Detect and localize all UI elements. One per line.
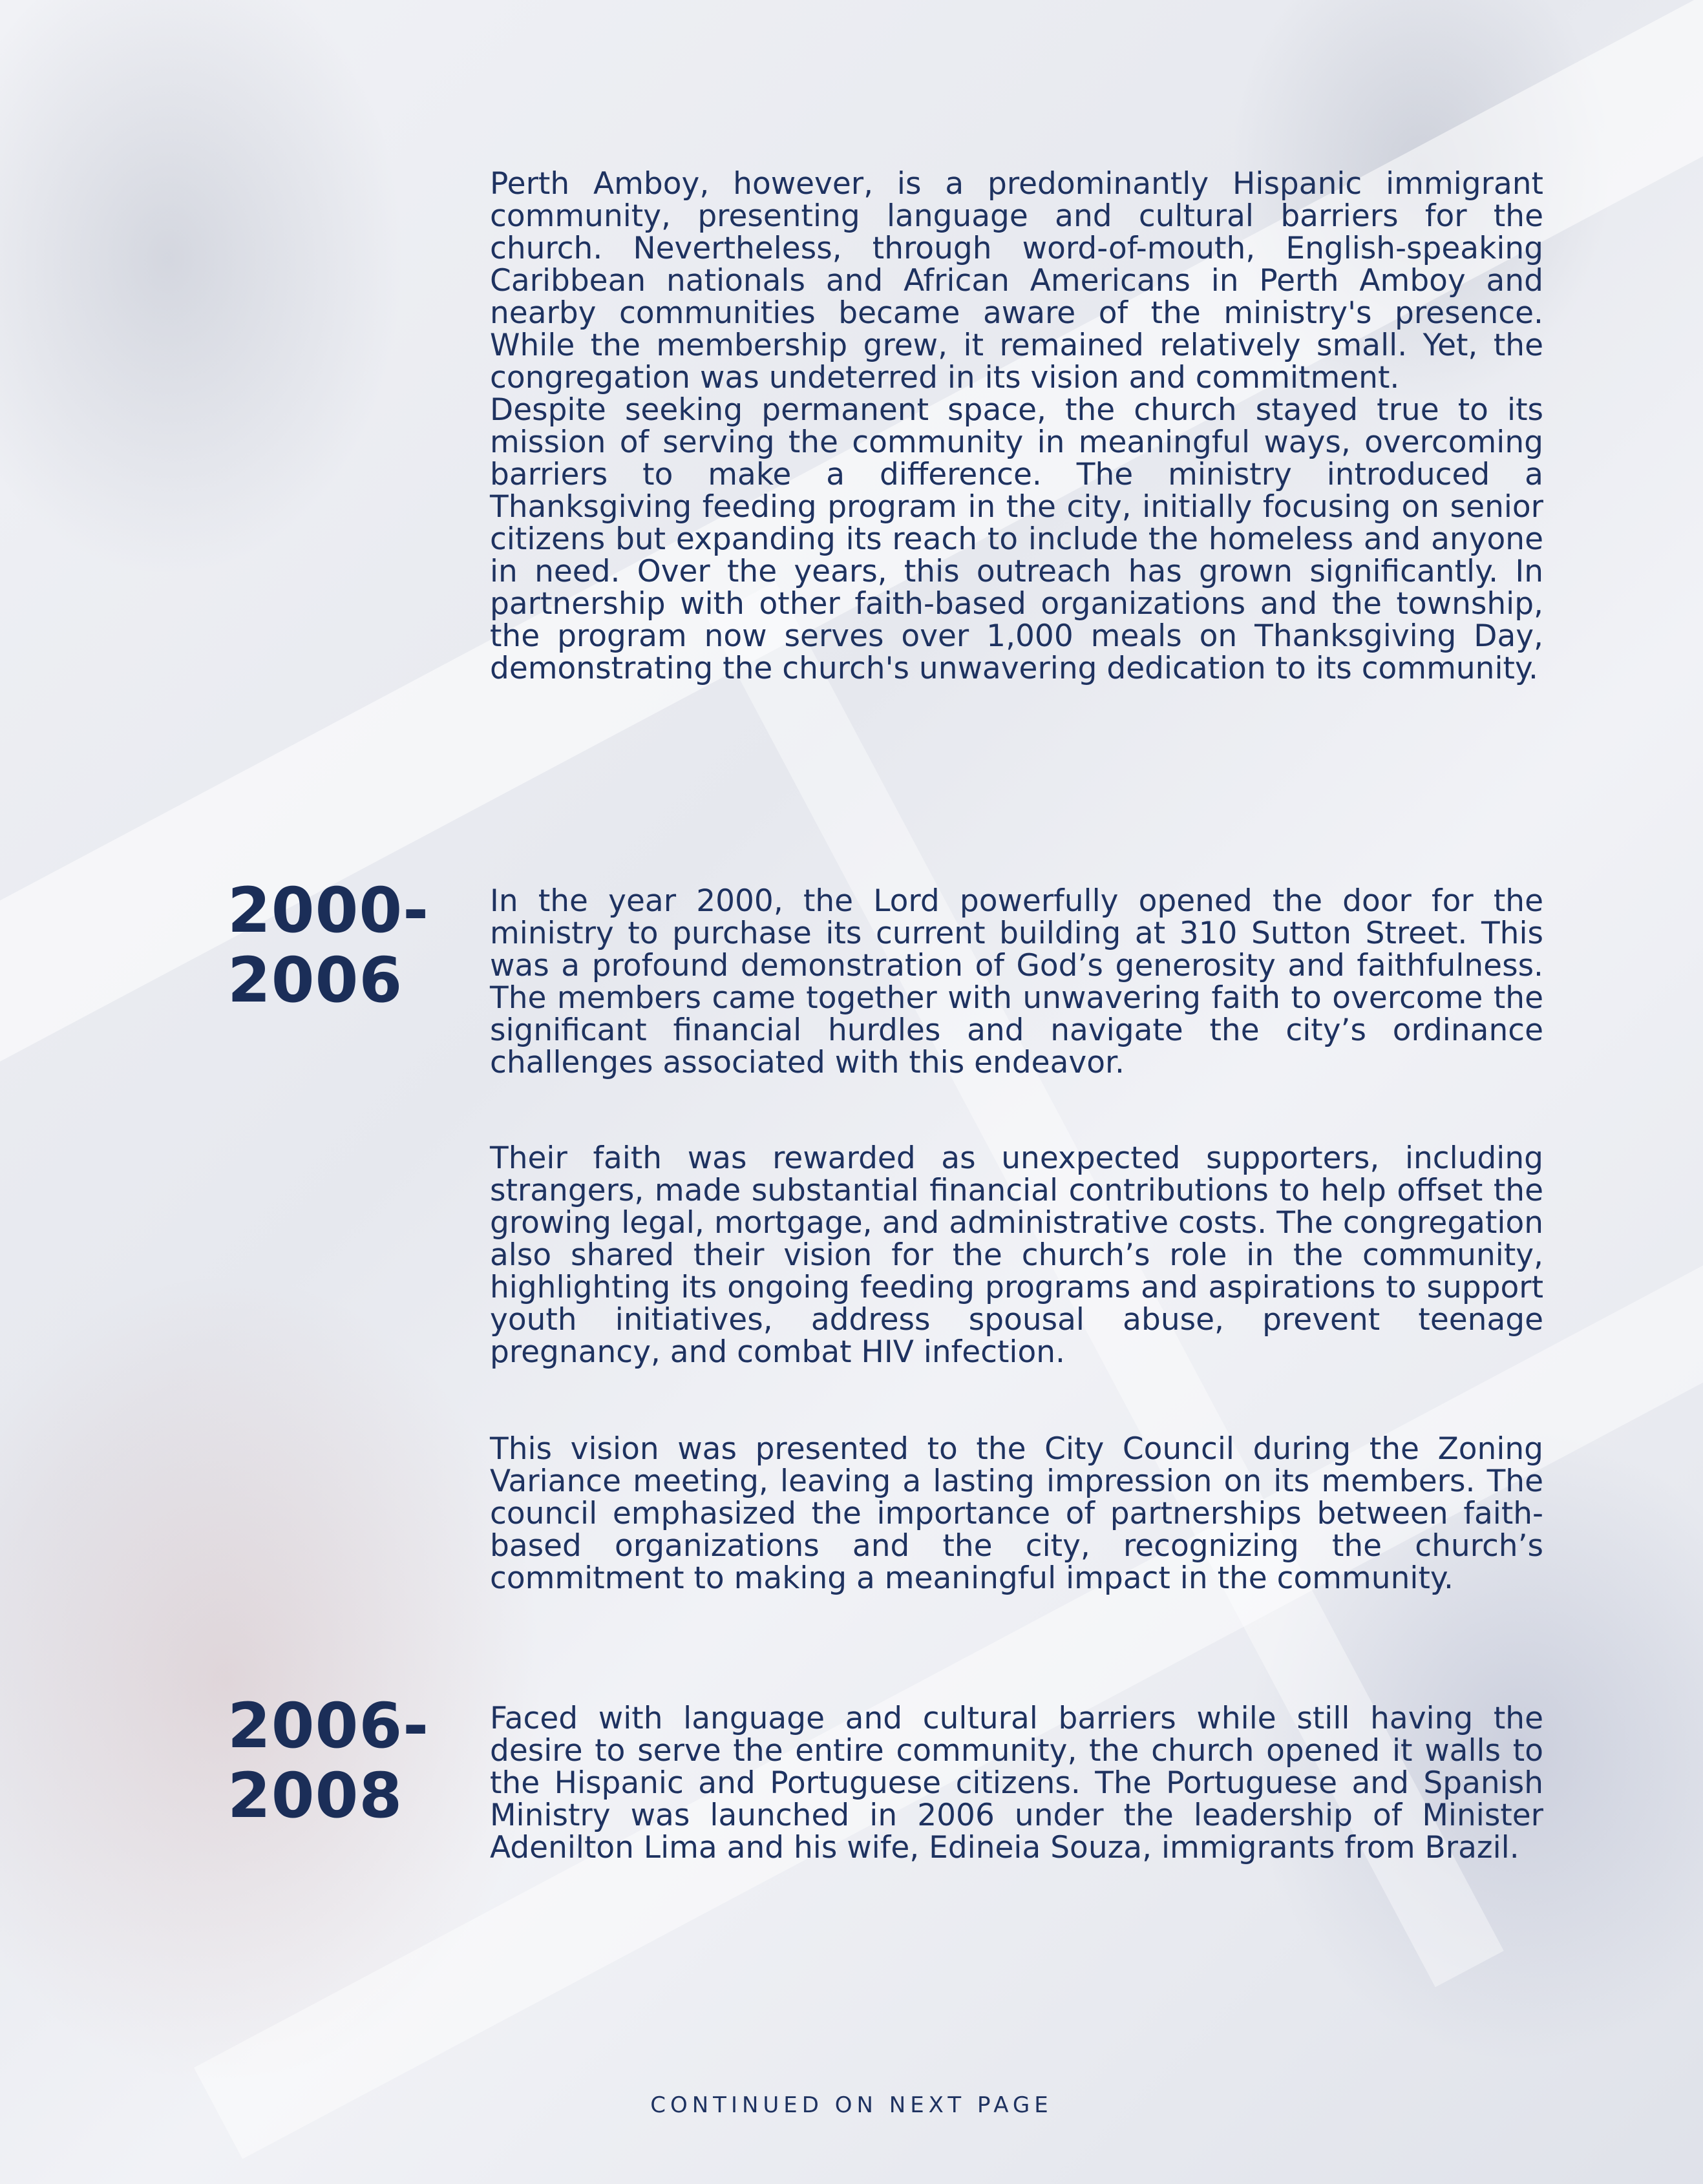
section-paragraph: This vision was presented to the City Council during the Zoning Variance meeting, leaving a lasting impression on its members. The council emphasized the importance of partnerships between faith-based organizations and the city, recognizing the church’s commitment to making a meaningful impact in the community. (490, 1431, 1543, 1596)
year-end: 2006 (227, 944, 403, 1016)
intro-paragraph: Despite seeking permanent space, the church stayed true to its mission of serving the community in meaningful ways, overcoming barriers to make a difference. The ministry introduced a Thanksgiving feeding program in the city, initially focusing on senior citizens but expanding its reach to include the homeless and anyone in need. Over the years, this outreach has grown significantly. In partnership with other faith-based organizations and the township, the program now serves over 1,000 meals on Thanksgiving Day, demonstrating the church's unwavering dedication to its community. (490, 392, 1543, 686)
section-year-heading (227, 876, 429, 1015)
section-text-block (490, 1142, 1543, 1369)
continued-on-next-page: CONTINUED ON NEXT PAGE (650, 2092, 1053, 2118)
section-text-block (490, 1703, 1543, 1864)
year-start: 2006- (227, 1690, 430, 1762)
year-end: 2008 (227, 1759, 403, 1832)
section-text-block (490, 885, 1543, 1079)
intro-text-block (490, 168, 1543, 685)
year-start: 2000- (227, 874, 430, 947)
section-paragraph: In the year 2000, the Lord powerfully opened the door for the ministry to purchase its current building at 310 Sutton Street. This was a profound demonstration of God’s generosity and faithfulness. The members came together with unwavering faith to overcome the significant financial hurdles and navigate the city’s ordinance challenges associated with this endeavor. (490, 883, 1543, 1080)
section-year-heading (227, 1691, 429, 1831)
intro-paragraph: Perth Amboy, however, is a predominantly Hispanic immigrant community, presenting language and cultural barriers for the church. Nevertheless, through word-of-mouth, English-speaking Caribbean nationals and African Americans in Perth Amboy and nearby communities became aware of the ministry's presence. While the membership grew, it remained relatively small. Yet, the congregation was undeterred in its vision and commitment. (490, 166, 1543, 395)
section-text-block (490, 1433, 1543, 1595)
section-paragraph: Faced with language and cultural barriers while still having the desire to serve the entire community, the church opened it walls to the Hispanic and Portuguese citizens. The Portuguese and Spanish Ministry was launched in 2006 under the leadership of Minister Adenilton Lima and his wife, Edineia Souza, immigrants from Brazil. (490, 1701, 1543, 1865)
section-paragraph: Their faith was rewarded as unexpected supporters, including strangers, made substantial financial contributions to help offset the growing legal, mortgage, and administrative costs. The congregation also shared their vision for the church’s role in the community, highlighting its ongoing feeding programs and aspirations to support youth initiatives, address spousal abuse, prevent teenage pregnancy, and combat HIV infection. (490, 1140, 1543, 1370)
